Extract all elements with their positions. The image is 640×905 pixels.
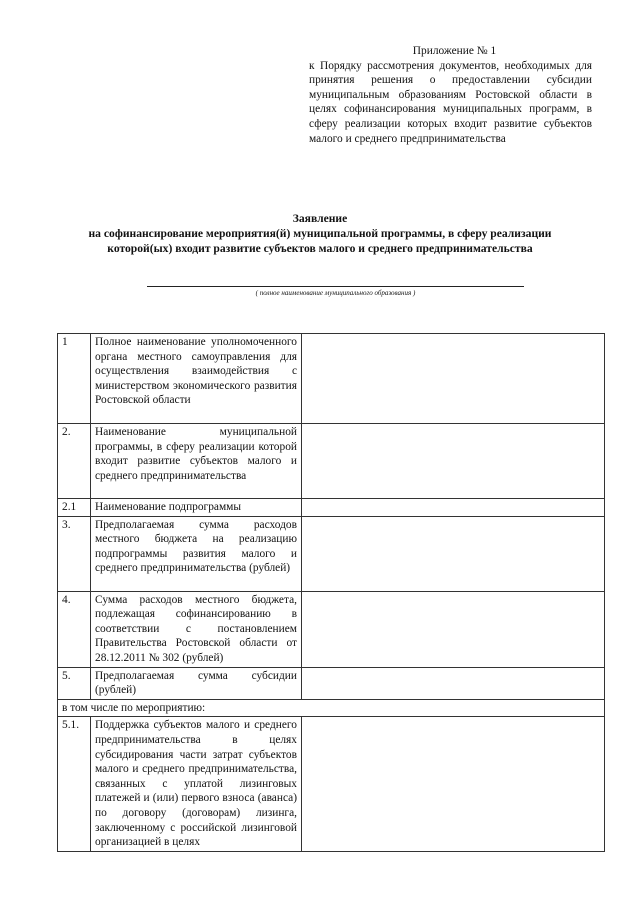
row-number: 2. [58, 424, 91, 499]
row-number: 4. [58, 591, 91, 667]
row-number: 3. [58, 516, 91, 591]
table-row [58, 591, 605, 667]
table-row [58, 424, 605, 499]
row-value-cell [302, 717, 605, 851]
row-value-cell [302, 667, 605, 699]
row-label: Наименование муниципальной программы, в сферу реализации которой входит развитие субъектов малого и среднего предпринимательства [91, 424, 302, 499]
row-label: Сумма расходов местного бюджета, подлежащая софинансированию в соответствии с постановлением Правительства Ростовской области от 28.12.2011 № 302 (рублей) [91, 591, 302, 667]
table-row [58, 499, 605, 517]
statement-title: Заявление [292, 212, 348, 225]
statement-subtitle-line-2: которой(ых) входит развитие субъектов малого и среднего предпринимательства [107, 242, 533, 255]
row-label: Поддержка субъектов малого и среднего предпринимательства в целях субсидирования части затрат субъектов малого и среднего предпринимательства, связанных с уплатой лизинговых платежей и (или) первого взноса (аванса) по договору (договорам) лизинга, заключенному с российской лизинговой организацией в целях [91, 717, 302, 851]
row-number: 1 [58, 334, 91, 424]
row-value-cell [302, 516, 605, 591]
row-number: 5. [58, 667, 91, 699]
row-value-cell [302, 591, 605, 667]
row-label: Полное наименование уполномоченного органа местного самоуправления для осуществления взаимодействия с министерством экономического развития Ростовской области [91, 334, 302, 424]
row-value-cell [302, 499, 605, 517]
table-row [58, 334, 605, 424]
application-form-table [57, 333, 605, 852]
row-label: Наименование подпрограммы [91, 499, 302, 517]
table-row [58, 516, 605, 591]
subheader-text: в том числе по мероприятию: [58, 699, 605, 717]
table-subheader-row [58, 699, 605, 717]
table-row [58, 717, 605, 851]
row-label: Предполагаемая сумма расходов местного бюджета на реализацию подпрограммы развития малого и среднего предпринимательства (рублей) [91, 516, 302, 591]
statement-subtitle-line-1: на софинансирование мероприятия(й) муниципальной программы, в сферу реализации [88, 227, 552, 240]
municipality-name-caption: ( полное наименование муниципального образования ) [255, 289, 416, 297]
municipality-name-line [147, 286, 524, 287]
appendix-text: к Порядку рассмотрения документов, необходимых для принятия решения о предоставлении субсидии муниципальным образованиям Ростовской области в целях софинансирования муниципальных программ, в сферу реализации которых входит развитие субъектов малого и среднего предпринимательства [309, 59, 592, 145]
row-value-cell [302, 334, 605, 424]
appendix-title: Приложение № 1 [412, 45, 497, 57]
row-number: 2.1 [58, 499, 91, 517]
row-number: 5.1. [58, 717, 91, 851]
row-label: Предполагаемая сумма субсидии (рублей) [91, 667, 302, 699]
appendix-block [309, 44, 592, 146]
row-value-cell [302, 424, 605, 499]
table-row [58, 667, 605, 699]
